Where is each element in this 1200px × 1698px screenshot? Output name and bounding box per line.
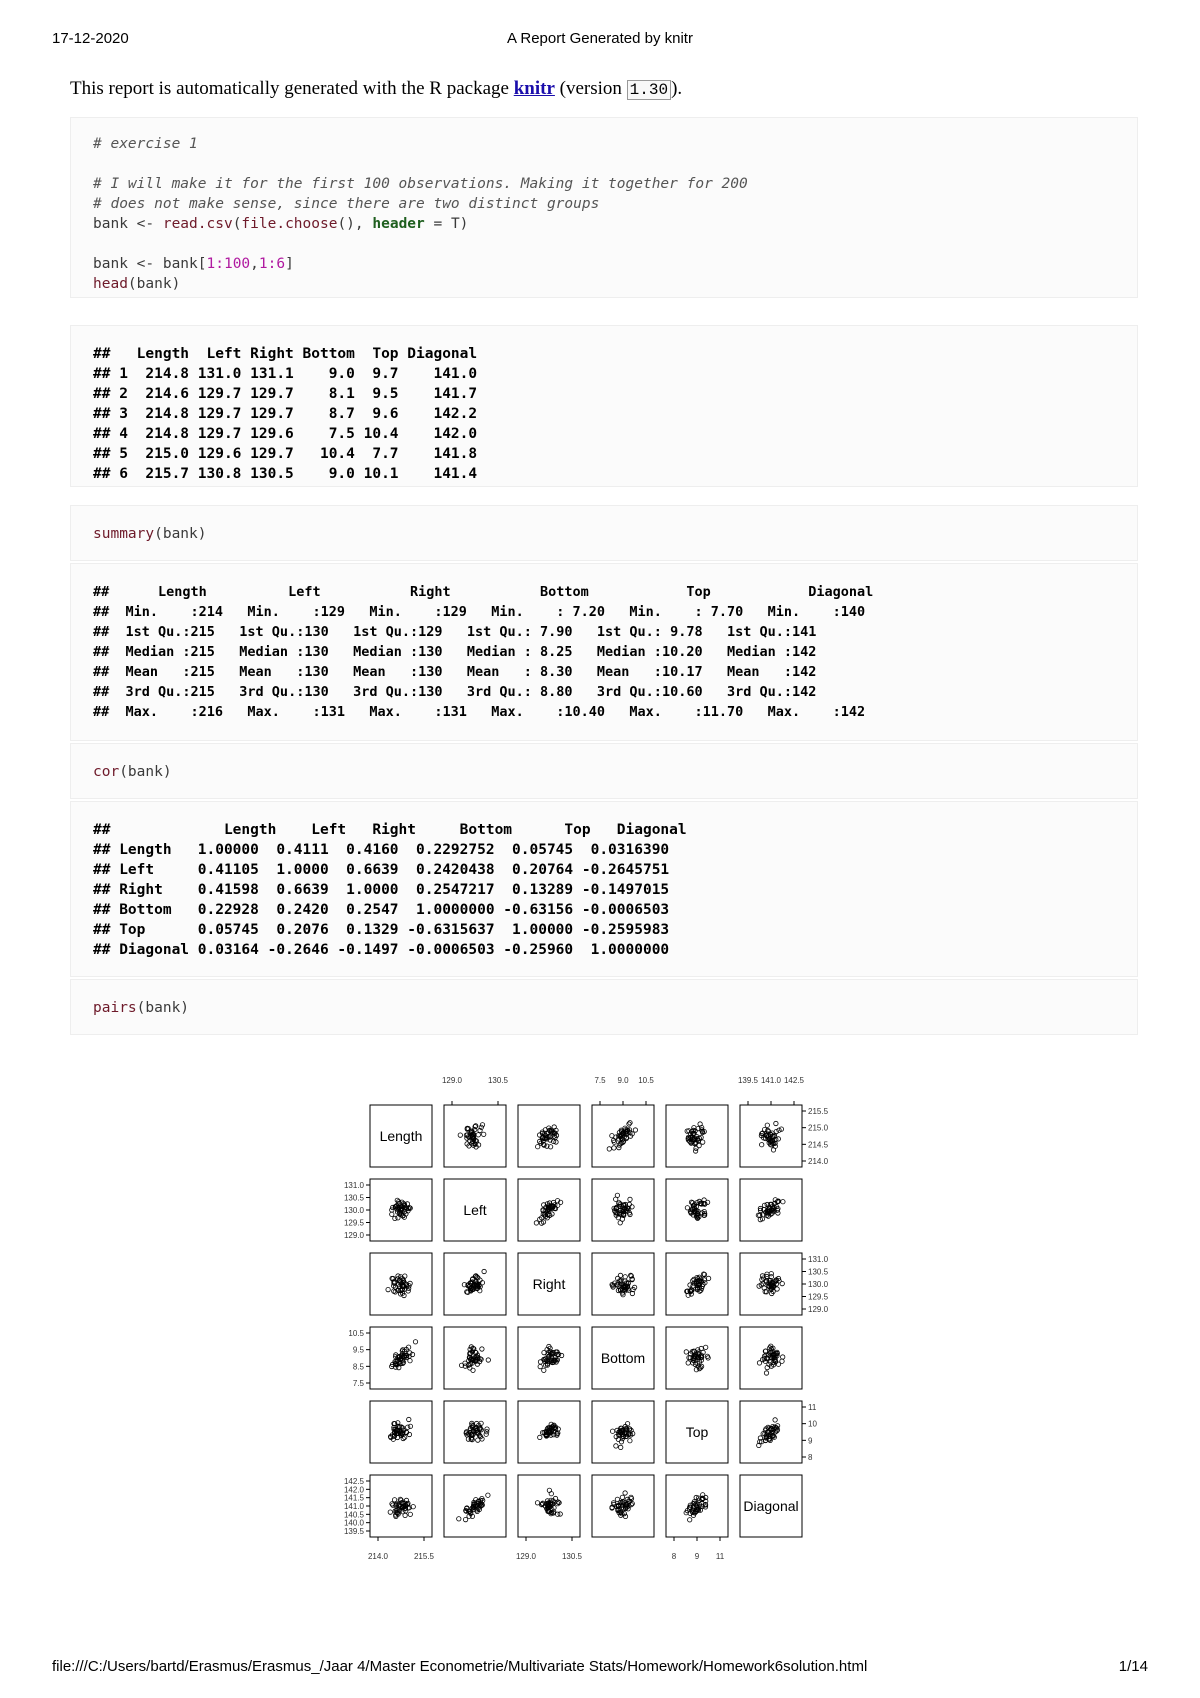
code-function: pairs [93,1000,137,1016]
pairs-panel [518,1475,580,1537]
scatter-point [476,1438,480,1442]
scatter-point [413,1340,417,1344]
scatter-point [618,1273,622,1277]
diagonal-label: Left [463,1202,487,1218]
tick-label: 214.0 [367,1552,389,1561]
code-text: ( [232,216,242,232]
scatter-point [688,1518,692,1522]
scatter-point [619,1445,623,1449]
scatter-point [542,1368,546,1372]
diagonal-label: Top [685,1424,709,1440]
tick-label: 8.5 [352,1362,364,1372]
scatter-point [388,1510,392,1514]
code-text: (bank) [136,1000,190,1016]
scatter-point [408,1512,412,1516]
scatter-point [610,1429,614,1433]
scatter-point [614,1197,618,1201]
scatter-point [392,1498,396,1502]
code-comment: # does not make sense, since there are two distinct groups [93,196,600,212]
output-text: ## Length Left Right Bottom Top Diagonal ## Min. :214 Min. :129 Min. :129 Min. : 7.20 Min. : 7.70 Min. :140 ## 1st Qu.:215 1st Qu.:130 1st Qu.:129 1st Qu.: 7.90 1st Qu.: 9.78 1st Qu.:141 ## Median :215 Median :130 Median :130 Median : 8.25 Median :10.20 Median :142 ## Mean :215 Mean :130 Mean :130 Mean : 8.30 Mean :10.17 Mean :142 ## 3rd Qu.:215 3rd Qu.:130 3rd Qu.:130 3rd Qu.: 8.80 3rd Qu.:10.60 3rd Qu.:142 ## Max. :216 Max. :131 Max. :131 Max. :10.40 Max. :11.70 Max. :142 [93,584,874,720]
scatter-point [408,1424,412,1428]
scatter-point [623,1275,627,1279]
scatter-point [486,1493,490,1497]
output-head-bank [70,325,1138,487]
scatter-point [535,1501,539,1505]
scatter-point [780,1359,784,1363]
code-function: file.choose [241,216,338,232]
print-date: 17-12-2020 [52,30,129,47]
scatter-point [480,1347,484,1351]
scatter-point [773,1418,777,1422]
scatter-point [688,1283,692,1287]
scatter-point [463,1517,467,1521]
scatter-point [386,1287,390,1291]
output-cor [70,801,1138,977]
scatter-point [623,1514,627,1518]
scatter-point [620,1495,624,1499]
code-text: bank <- [93,216,163,232]
code-text: (bank) [127,276,181,292]
scatter-point [701,1140,705,1144]
knitr-link[interactable]: knitr [513,78,555,99]
tick-label: 11 [715,1552,725,1561]
code-comment: # exercise 1 [93,136,198,152]
scatter-point [765,1123,769,1127]
tick-label: 140.0 [343,1518,364,1528]
tick-label: 8 [808,1453,813,1462]
tick-label: 142.5 [783,1076,805,1085]
tick-label: 129.5 [808,1292,829,1302]
scatter-point [706,1276,710,1280]
tick-label: 11 [808,1403,817,1412]
tick-label: 131.0 [808,1255,829,1264]
scatter-point [775,1287,779,1291]
code-text: bank <- bank[ [93,256,207,272]
scatter-point [686,1361,690,1365]
code-number: 1 [258,256,268,272]
tick-label: 215.5 [413,1552,435,1561]
scatter-point [482,1132,486,1136]
code-chunk-exercise1 [70,117,1138,298]
output-summary [70,563,1138,741]
code-text: (), [337,216,373,232]
tick-label: 131.0 [343,1181,364,1190]
scatter-point [486,1358,490,1362]
scatter-point [407,1417,411,1421]
scatter-point [628,1197,632,1201]
tick-label: 214.5 [808,1140,829,1150]
scatter-point [538,1435,542,1439]
tick-label: 9 [694,1552,700,1561]
scatter-point [760,1143,764,1147]
code-number: 6 [276,256,286,272]
output-text: ## Length Left Right Bottom Top Diagonal ## 1 214.8 131.0 131.1 9.0 9.7 141.0 ## 2 214.6 129.7 129.7 8.1 9.5 141.7 ## 3 214.8 129.7 129.7 8.7 9.6 142.2 ## 4 214.8 129.7 129.6 7.5 10.4 142.0 ## 5 215.0 129.6 129.7 10.4 7.7 141.8 ## 6 215.7 130.8 130.5 9.0 10.1 141.4 [93,346,478,482]
code-text: (bank) [119,764,172,780]
code-text: ] [285,256,294,272]
diagonal-label: Bottom [600,1350,646,1366]
scatter-point [390,1212,394,1216]
scatter-point [396,1274,400,1278]
scatter-point [771,1148,775,1152]
intro-suffix: ). [671,78,683,99]
scatter-point [633,1128,637,1132]
code-chunk-cor [70,743,1138,799]
tick-label: 10.5 [638,1076,654,1085]
scatter-point [610,1134,614,1138]
code-text: : [267,256,277,272]
tick-label: 129.0 [343,1231,364,1240]
scatter-point [625,1422,629,1426]
tick-label: 129.0 [515,1552,537,1561]
tick-label: 10 [808,1419,817,1429]
scatter-point [393,1216,397,1220]
scatter-point [457,1517,461,1521]
code-number: 1 [206,256,216,272]
tick-label: 7.5 [594,1076,606,1085]
scatter-point [617,1145,621,1149]
intro-middle: (version [554,78,627,99]
knitr-version: 1.30 [627,80,671,100]
scatter-point [482,1269,486,1273]
tick-label: 9.5 [352,1345,364,1355]
code-text: , [250,256,259,272]
pairs-plot [330,1070,860,1590]
scatter-point [534,1221,538,1225]
tick-label: 130.5 [343,1193,364,1203]
code-comment: # I will make it for the first 100 observations. Making it together for 200 [93,176,748,192]
file-path: file:///C:/Users/bartd/Erasmus/Erasmus_/Jaar 4/Master Econometrie/Multivariate Stats/Homework/Homework6solution.html [52,1658,868,1675]
tick-label: 129.0 [441,1076,463,1085]
diagonal-label: Length [379,1128,423,1144]
tick-label: 130.0 [343,1206,364,1215]
tick-label: 142.0 [343,1485,364,1495]
tick-label: 9.0 [617,1076,629,1085]
tick-label: 141.0 [343,1502,364,1511]
scatter-point [614,1444,618,1448]
tick-label: 129.5 [343,1218,364,1228]
scatter-point [764,1371,768,1375]
output-text: ## Length Left Right Bottom Top Diagonal ## Length 1.00000 0.4111 0.4160 0.2292752 0.05745 0.0316390 ## Left 0.41105 1.0000 0.6639 0.2420438 0.20764 -0.2645751 ## Right 0.41598 0.6639 1.0000 0.2547217 0.13289 -0.1497015 ## Bottom 0.22928 0.2420 0.2547 1.0000000 -0.63156 -0.0006503 ## Top 0.05745 0.2076 0.1329 -0.6315637 1.00000 -0.2595983 ## Diagonal 0.03164 -0.2646 -0.1497 -0.0006503 -0.25960 1.0000000 [93,822,687,958]
scatter-point [623,1491,627,1495]
tick-label: 215.5 [808,1107,829,1116]
scatter-point [781,1355,785,1359]
scatter-point [685,1206,689,1210]
page-number: 1/14 [1118,1658,1148,1675]
tick-label: 142.5 [343,1477,364,1486]
scatter-point [536,1145,540,1149]
tick-label: 215.0 [808,1123,829,1133]
code-function: cor [93,764,120,780]
tick-label: 7.5 [352,1379,364,1388]
code-chunk-pairs [70,979,1138,1035]
code-number: 100 [223,256,251,272]
tick-label: 130.5 [487,1076,509,1085]
code-argument: header [372,216,425,232]
tick-label: 130.5 [561,1552,583,1561]
scatter-point [547,1488,551,1492]
scatter-point [704,1345,708,1349]
intro-paragraph [70,78,682,100]
diagonal-label: Right [532,1276,566,1292]
scatter-point [403,1513,407,1517]
tick-label: 141.5 [343,1493,364,1503]
tick-label: 214.0 [808,1157,829,1166]
tick-label: 10.5 [348,1329,364,1338]
tick-label: 139.5 [343,1527,364,1536]
scatter-point [538,1364,542,1368]
code-text: : [215,256,224,272]
print-header [52,30,1148,50]
diagonal-label: Diagonal [743,1498,799,1514]
tick-label: 129.0 [808,1305,829,1314]
code-chunk-summary [70,505,1138,561]
scatter-point [774,1121,778,1125]
code-function: read.csv [162,216,233,232]
code-text: = T) [424,216,469,232]
scatter-point [781,1200,785,1204]
code-function: summary [93,526,155,542]
scatter-point [458,1133,462,1137]
scatter-point [762,1203,766,1207]
tick-label: 139.5 [737,1076,759,1085]
scatter-point [628,1439,632,1443]
tick-label: 8 [671,1552,677,1561]
tick-label: 141.0 [760,1076,782,1085]
tick-label: 130.5 [808,1267,829,1277]
intro-prefix: This report is automatically generated with the R package [70,78,514,99]
scatter-point [406,1425,410,1429]
scatter-point [607,1147,611,1151]
scatter-point [476,1133,480,1137]
print-title: A Report Generated by knitr [507,30,693,47]
code-text: (bank) [154,526,207,542]
scatter-point [612,1146,616,1150]
tick-label: 140.5 [343,1510,364,1520]
scatter-point [618,1221,622,1225]
scatter-point [697,1143,701,1147]
code-function: head [93,276,128,292]
tick-label: 130.0 [808,1280,829,1289]
scatter-point [684,1350,688,1354]
tick-label: 9 [808,1436,813,1446]
scatter-point [627,1122,631,1126]
